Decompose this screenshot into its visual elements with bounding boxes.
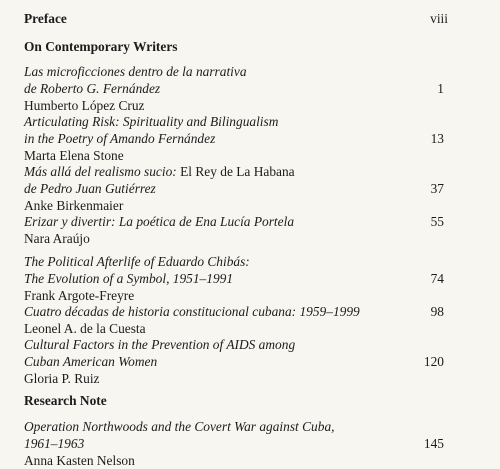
entry-3-page-number: 37 [430, 181, 444, 196]
entry-3-title-line-1 [24, 163, 295, 180]
entry-4-page-number: 55 [430, 214, 444, 229]
entry-6-title-line-1: Cuatro décadas de historia constitucional cubana: 1959–1999 [24, 304, 360, 319]
entry-2-title-line-2: in the Poetry of Amando Fernández [24, 131, 216, 146]
entry-7-author: Gloria P. Ruiz [24, 371, 100, 386]
entry-3-title-italic: Más allá del realismo sucio: [24, 164, 177, 179]
research-page-number: 145 [423, 436, 444, 451]
entry-5-title-line-2: The Evolution of a Symbol, 1951–1991 [24, 271, 234, 286]
entry-3-title-line-2: de Pedro Juan Gutiérrez [24, 181, 156, 196]
entry-5-title-line-1: The Political Afterlife of Eduardo Chibás: [24, 254, 250, 269]
entry-6-page-number: 98 [430, 304, 444, 319]
section-heading-contemporary-writers: On Contemporary Writers [24, 39, 178, 54]
entry-1-page-number: 1 [437, 81, 444, 96]
preface-label: Preface [24, 11, 67, 26]
entry-3-author: Anke Birkenmaier [24, 198, 124, 213]
entry-7-title-line-2: Cuban American Women [24, 354, 158, 369]
research-title-line-1: Operation Northwoods and the Covert War against Cuba, [24, 419, 335, 434]
preface-page-number: viii [430, 11, 448, 26]
entry-4-title-line-1: Erizar y divertir: La poética de Ena Lucía Portela [24, 214, 295, 229]
entry-7-title-line-1: Cultural Factors in the Prevention of AIDS among [24, 337, 296, 352]
research-author: Anna Kasten Nelson [24, 453, 135, 468]
entry-2-page-number: 13 [430, 131, 444, 146]
research-title-line-2: 1961–1963 [24, 436, 85, 451]
entry-5-page-number: 74 [430, 271, 444, 286]
section-heading-research-note: Research Note [24, 393, 107, 408]
entry-7-page-number: 120 [423, 354, 444, 369]
entry-3-title-roman: El Rey de La Habana [176, 164, 295, 179]
entry-6-author: Leonel A. de la Cuesta [24, 321, 146, 336]
entry-5-author: Frank Argote-Freyre [24, 288, 135, 303]
entry-4-author: Nara Araújo [24, 231, 90, 246]
entry-1-author: Humberto López Cruz [24, 98, 145, 113]
entry-2-title-line-1: Articulating Risk: Spirituality and Bilingualism [24, 114, 279, 129]
entry-1-title-line-2: de Roberto G. Fernández [24, 81, 161, 96]
entry-2-author: Marta Elena Stone [24, 148, 124, 163]
entry-1-title-line-1: Las microficciones dentro de la narrativa [24, 64, 247, 79]
